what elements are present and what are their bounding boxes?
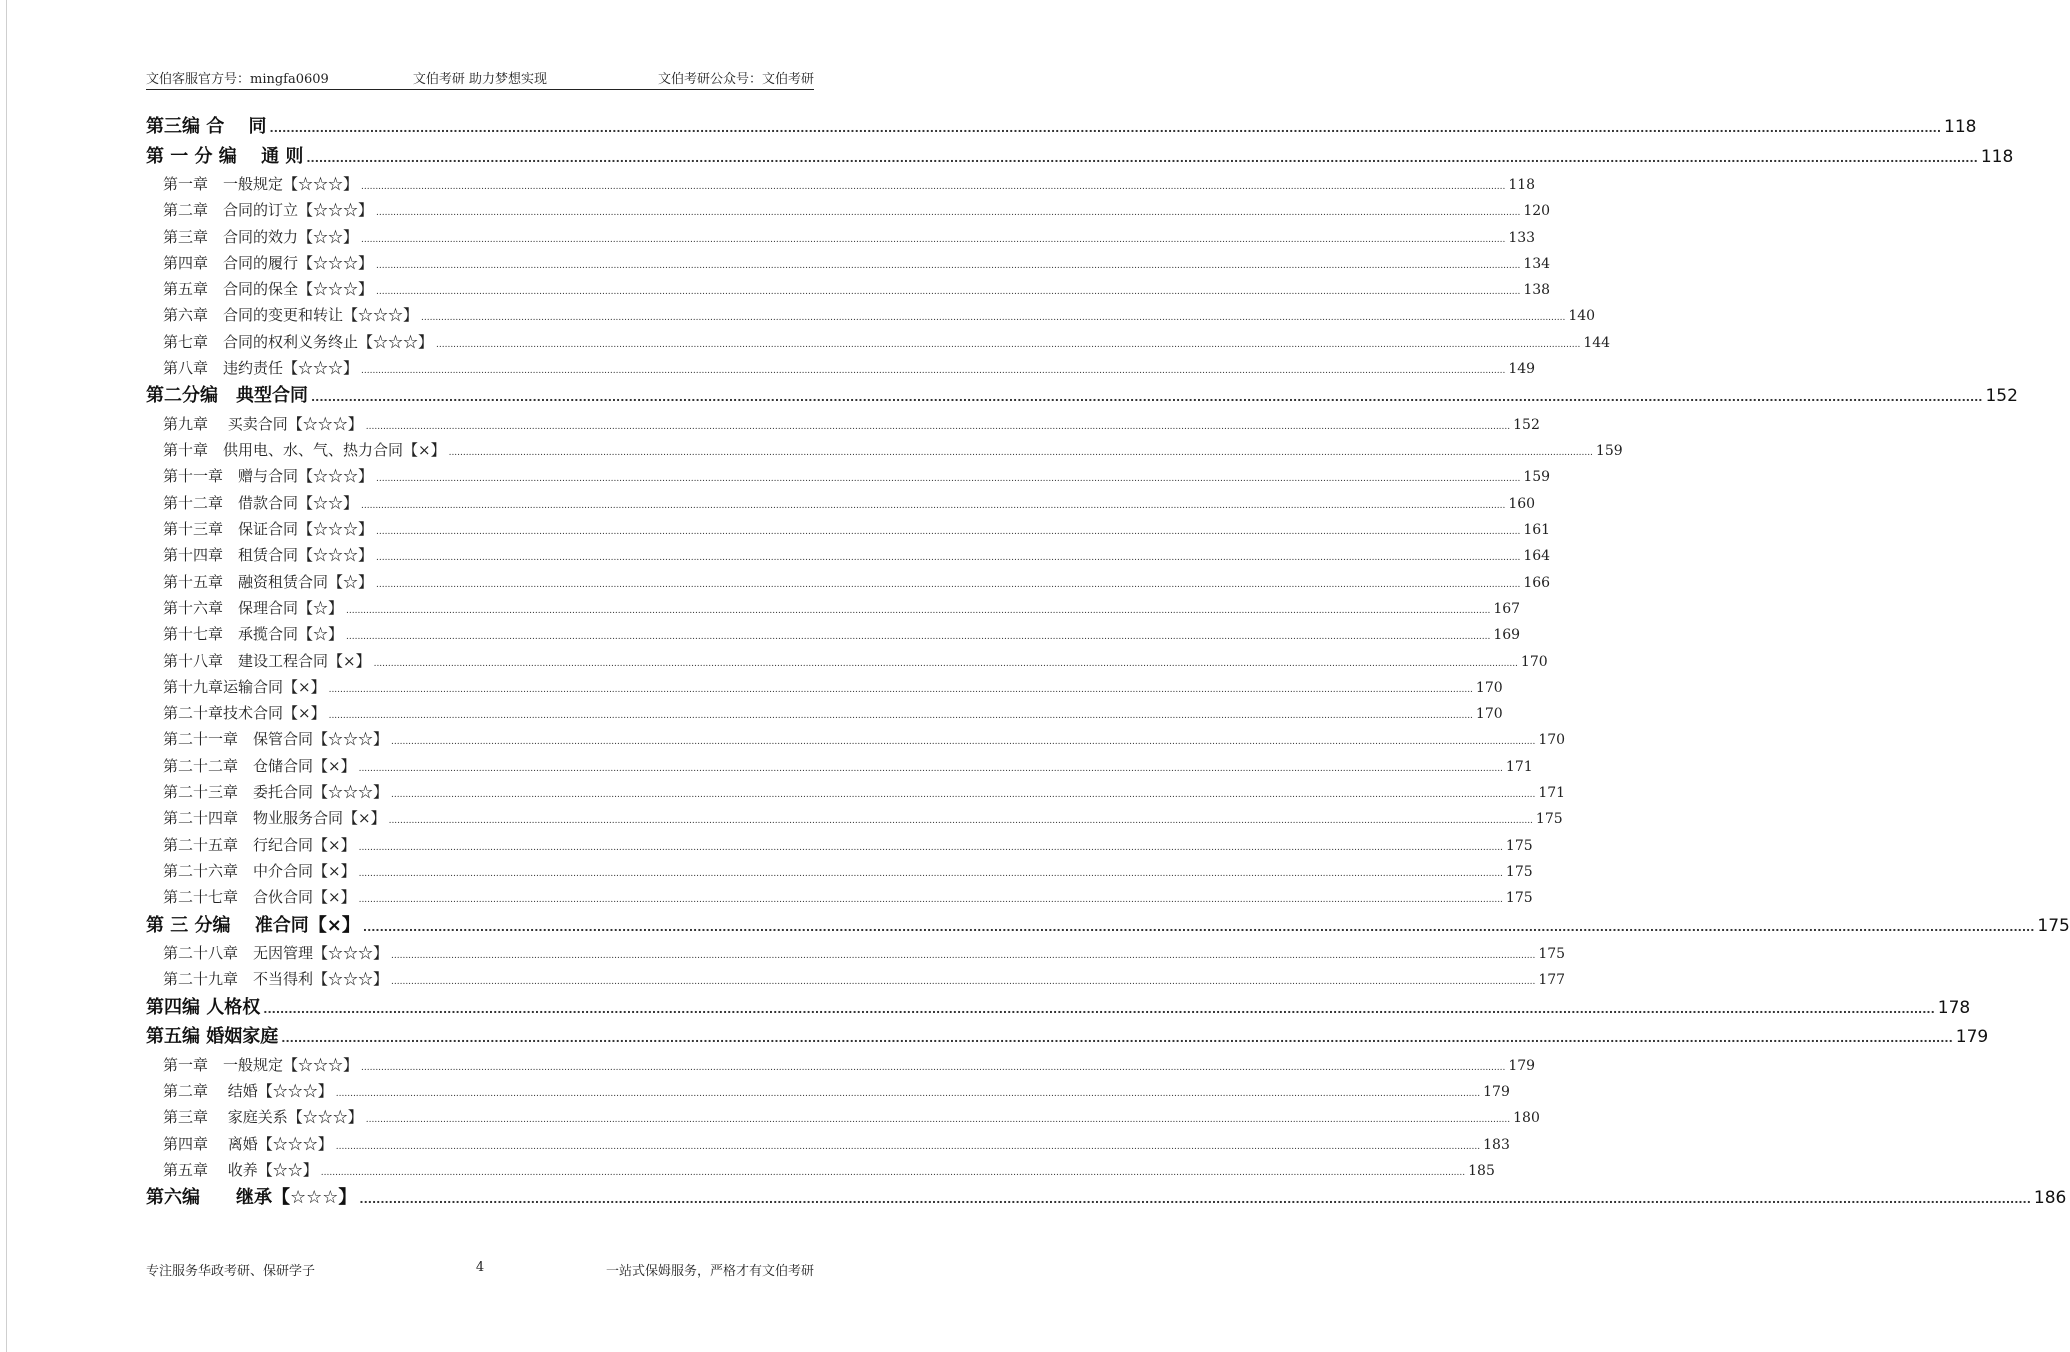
toc-dot-leader: ................................................................................................................................................................................................................................................................................................................................................................................................................ — [448, 448, 1593, 459]
toc-entry-title: 第二十六章 中介合同【×】 — [163, 861, 356, 880]
toc-dot-leader: ................................................................................................................................................................................................................................................................................................................................................................................................................ — [373, 658, 1518, 669]
toc-entry-title: 第五章 收养【☆☆】 — [163, 1160, 318, 1179]
toc-chapter-entry[interactable] — [146, 966, 1566, 992]
toc-entry-page: 133 — [1508, 229, 1536, 246]
toc-entry-title: 第 一 分 编 通 则 — [146, 145, 304, 167]
toc-chapter-entry[interactable] — [146, 516, 1551, 542]
toc-chapter-entry[interactable] — [146, 858, 1533, 884]
toc-entry-page: 120 — [1523, 203, 1551, 220]
header-left-text: 文伯客服官方号：mingfa0609 — [146, 72, 329, 87]
toc-entry-page: 186 — [2033, 1188, 2067, 1209]
toc-part-entry[interactable] — [146, 142, 2014, 172]
toc-entry-page: 118 — [1508, 177, 1536, 193]
toc-entry-title: 第一章 一般规定【☆☆☆】 — [163, 1055, 359, 1074]
toc-dot-leader: ................................................................................................................................................................................................................................................................................................................................................................................................................ — [376, 474, 1521, 485]
toc-entry-title: 第四编 人格权 — [146, 996, 261, 1018]
page-footer — [146, 1260, 814, 1280]
toc-chapter-entry[interactable] — [146, 940, 1566, 966]
toc-dot-leader: ................................................................................................................................................................................................................................................................................................................................................................................................................ — [361, 234, 1506, 245]
toc-chapter-entry[interactable] — [146, 197, 1551, 223]
toc-chapter-entry[interactable] — [146, 329, 1611, 355]
toc-part-entry[interactable] — [146, 381, 2018, 411]
toc-entry-title: 第一章 一般规定【☆☆☆】 — [163, 175, 359, 193]
toc-chapter-entry[interactable] — [146, 569, 1551, 595]
footer-left-text: 专注服务华政考研、保研学子 — [146, 1264, 316, 1279]
toc-entry-page: 167 — [1493, 600, 1521, 617]
toc-entry-title: 第五编 婚姻家庭 — [146, 1026, 279, 1048]
toc-entry-title: 第二章 结婚【☆☆☆】 — [163, 1081, 333, 1100]
toc-dot-leader: ................................................................................................................................................................................................................................................................................................................................................................................................................ — [359, 1193, 2031, 1207]
toc-entry-title: 第二章 合同的订立【☆☆☆】 — [163, 201, 374, 220]
toc-entry-page: 152 — [1985, 386, 2018, 407]
toc-chapter-entry[interactable] — [146, 250, 1551, 276]
toc-entry-page: 179 — [1508, 1057, 1536, 1074]
toc-dot-leader: ................................................................................................................................................................................................................................................................................................................................................................................................................ — [361, 500, 1506, 511]
toc-dot-leader: ................................................................................................................................................................................................................................................................................................................................................................................................................ — [263, 1002, 1935, 1016]
toc-chapter-entry[interactable] — [146, 1157, 1495, 1183]
toc-part-entry[interactable] — [146, 911, 2070, 941]
toc-entry-page: 175 — [1538, 946, 1566, 963]
toc-entry-title: 第三章 合同的效力【☆☆】 — [163, 227, 359, 246]
toc-entry-title: 第二十二章 仓储合同【×】 — [163, 756, 356, 775]
toc-chapter-entry[interactable] — [146, 595, 1521, 621]
toc-dot-leader: ................................................................................................................................................................................................................................................................................................................................................................................................................ — [361, 1062, 1506, 1073]
toc-entry-page: 159 — [1523, 469, 1551, 486]
header-rule — [146, 89, 814, 90]
toc-entry-page: 175 — [2037, 915, 2070, 936]
toc-entry-title: 第二十一章 保管合同【☆☆☆】 — [163, 730, 389, 749]
page-edge — [6, 0, 7, 1352]
toc-entry-title: 第十九章运输合同【×】 — [163, 677, 326, 696]
toc-entry-page: 175 — [1505, 890, 1533, 907]
toc-entry-page: 160 — [1508, 495, 1536, 512]
toc-entry-title: 第四章 合同的履行【☆☆☆】 — [163, 253, 374, 272]
toc-entry-page: 166 — [1523, 574, 1551, 591]
toc-entry-page: 178 — [1937, 997, 1971, 1018]
toc-dot-leader: ................................................................................................................................................................................................................................................................................................................................................................................................................ — [376, 579, 1521, 590]
toc-dot-leader: ................................................................................................................................................................................................................................................................................................................................................................................................................ — [376, 527, 1521, 538]
toc-entry-title: 第十七章 承揽合同【☆】 — [163, 625, 344, 644]
header-right-text: 文伯考研公众号：文伯考研 — [657, 72, 814, 87]
toc-entry-title: 第七章 合同的权利义务终止【☆☆☆】 — [163, 332, 434, 351]
toc-entry-page: 164 — [1523, 548, 1551, 565]
toc-entry-title: 第六编 继承【☆☆☆】 — [146, 1187, 357, 1209]
toc-chapter-entry[interactable] — [146, 779, 1566, 805]
toc-dot-leader: ................................................................................................................................................................................................................................................................................................................................................................................................................ — [358, 763, 1503, 774]
toc-entry-page: 159 — [1595, 443, 1623, 460]
toc-entry-page: 175 — [1505, 863, 1533, 880]
toc-dot-leader: ................................................................................................................................................................................................................................................................................................................................................................................................................ — [391, 790, 1536, 801]
toc-chapter-entry[interactable] — [146, 884, 1533, 910]
toc-chapter-entry[interactable] — [146, 302, 1596, 328]
toc-dot-leader: ................................................................................................................................................................................................................................................................................................................................................................................................................ — [391, 951, 1536, 962]
toc-entry-page: 175 — [1505, 837, 1533, 854]
toc-entry-title: 第十三章 保证合同【☆☆☆】 — [163, 520, 374, 539]
toc-entry-title: 第九章 买卖合同【☆☆☆】 — [163, 414, 363, 433]
toc-dot-leader: ................................................................................................................................................................................................................................................................................................................................................................................................................ — [281, 1032, 1953, 1046]
toc-entry-page: 170 — [1475, 679, 1503, 696]
toc-entry-title: 第五章 合同的保全【☆☆☆】 — [163, 280, 374, 299]
toc-entry-title: 第十六章 保理合同【☆】 — [163, 598, 344, 617]
toc-entry-page: 144 — [1583, 334, 1611, 351]
toc-chapter-entry[interactable] — [146, 171, 1536, 197]
toc-entry-title: 第十五章 融资租赁合同【☆】 — [163, 572, 374, 591]
footer-right-text: 一站式保姆服务，严格才有文伯考研 — [605, 1264, 814, 1279]
toc-entry-title: 第四章 离婚【☆☆☆】 — [163, 1134, 333, 1153]
table-of-contents — [146, 112, 2070, 1213]
toc-chapter-entry[interactable] — [146, 276, 1551, 302]
toc-dot-leader: ................................................................................................................................................................................................................................................................................................................................................................................................................ — [346, 605, 1491, 616]
toc-chapter-entry[interactable] — [146, 542, 1551, 568]
toc-dot-leader: ................................................................................................................................................................................................................................................................................................................................................................................................................ — [365, 1115, 1511, 1126]
toc-entry-page: 183 — [1483, 1136, 1510, 1153]
toc-chapter-entry[interactable] — [146, 437, 1623, 463]
toc-dot-leader: ................................................................................................................................................................................................................................................................................................................................................................................................................ — [391, 737, 1536, 748]
toc-dot-leader: ................................................................................................................................................................................................................................................................................................................................................................................................................ — [436, 339, 1581, 350]
footer-page-number: 4 — [475, 1260, 485, 1275]
toc-chapter-entry[interactable] — [146, 621, 1521, 647]
toc-part-entry[interactable] — [146, 112, 1977, 142]
toc-dot-leader: ................................................................................................................................................................................................................................................................................................................................................................................................................ — [311, 391, 1983, 405]
toc-dot-leader: ................................................................................................................................................................................................................................................................................................................................................................................................................ — [376, 287, 1521, 298]
toc-entry-page: 171 — [1538, 785, 1566, 802]
toc-dot-leader: ................................................................................................................................................................................................................................................................................................................................................................................................................ — [320, 1167, 1466, 1178]
toc-entry-page: 152 — [1513, 416, 1540, 433]
toc-entry-page: 175 — [1535, 811, 1563, 828]
toc-dot-leader: ................................................................................................................................................................................................................................................................................................................................................................................................................ — [306, 151, 1978, 165]
toc-dot-leader: ................................................................................................................................................................................................................................................................................................................................................................................................................ — [328, 711, 1473, 722]
toc-entry-page: 185 — [1468, 1162, 1495, 1179]
toc-entry-title: 第二十八章 无因管理【☆☆☆】 — [163, 944, 389, 963]
toc-dot-leader: ................................................................................................................................................................................................................................................................................................................................................................................................................ — [388, 816, 1533, 827]
toc-entry-title: 第 三 分编 准合同【×】 — [146, 914, 360, 936]
toc-dot-leader: ................................................................................................................................................................................................................................................................................................................................................................................................................ — [421, 313, 1566, 324]
toc-dot-leader: ................................................................................................................................................................................................................................................................................................................................................................................................................ — [361, 366, 1506, 377]
toc-entry-title: 第三章 家庭关系【☆☆☆】 — [163, 1108, 363, 1127]
toc-entry-title: 第八章 违约责任【☆☆☆】 — [163, 359, 359, 378]
toc-chapter-entry[interactable] — [146, 224, 1536, 250]
toc-dot-leader: ................................................................................................................................................................................................................................................................................................................................................................................................................ — [358, 868, 1503, 879]
toc-chapter-entry[interactable] — [146, 832, 1533, 858]
toc-dot-leader: ................................................................................................................................................................................................................................................................................................................................................................................................................ — [358, 842, 1503, 853]
toc-dot-leader: ................................................................................................................................................................................................................................................................................................................................................................................................................ — [346, 632, 1491, 643]
toc-entry-page: 170 — [1475, 706, 1503, 723]
toc-dot-leader: ................................................................................................................................................................................................................................................................................................................................................................................................................ — [362, 920, 2035, 934]
toc-entry-page: 140 — [1568, 308, 1596, 325]
toc-dot-leader: ................................................................................................................................................................................................................................................................................................................................................................................................................ — [376, 553, 1521, 564]
toc-entry-title: 第二十七章 合伙合同【×】 — [163, 888, 356, 907]
toc-entry-title: 第十章 供用电、水、气、热力合同【×】 — [163, 441, 446, 460]
toc-chapter-entry[interactable] — [146, 490, 1536, 516]
toc-entry-title: 第十二章 借款合同【☆☆】 — [163, 493, 359, 512]
toc-entry-page: 170 — [1538, 732, 1566, 749]
toc-chapter-entry[interactable] — [146, 674, 1503, 700]
toc-dot-leader: ................................................................................................................................................................................................................................................................................................................................................................................................................ — [365, 421, 1511, 432]
toc-dot-leader: ................................................................................................................................................................................................................................................................................................................................................................................................................ — [335, 1088, 1481, 1099]
toc-entry-title: 第二十四章 物业服务合同【×】 — [163, 809, 386, 828]
toc-chapter-entry[interactable] — [146, 648, 1548, 674]
toc-entry-page: 169 — [1493, 627, 1521, 644]
toc-dot-leader: ................................................................................................................................................................................................................................................................................................................................................................................................................ — [376, 260, 1521, 271]
toc-chapter-entry[interactable] — [146, 726, 1566, 752]
toc-entry-title: 第二十三章 委托合同【☆☆☆】 — [163, 783, 389, 802]
toc-entry-title: 第二分编 典型合同 — [146, 385, 308, 407]
toc-dot-leader: ................................................................................................................................................................................................................................................................................................................................................................................................................ — [335, 1141, 1481, 1152]
toc-entry-title: 第六章 合同的变更和转让【☆☆☆】 — [163, 306, 419, 325]
toc-dot-leader: ................................................................................................................................................................................................................................................................................................................................................................................................................ — [376, 208, 1521, 219]
toc-dot-leader: ................................................................................................................................................................................................................................................................................................................................................................................................................ — [269, 122, 1942, 135]
toc-part-entry[interactable] — [146, 1183, 2067, 1213]
toc-dot-leader: ................................................................................................................................................................................................................................................................................................................................................................................................................ — [391, 977, 1536, 988]
toc-entry-page: 161 — [1523, 522, 1551, 539]
toc-entry-title: 第三编 合 同 — [146, 116, 267, 137]
toc-entry-page: 177 — [1538, 972, 1566, 989]
page-header — [146, 68, 814, 88]
toc-chapter-entry[interactable] — [146, 1131, 1510, 1157]
toc-chapter-entry[interactable] — [146, 1104, 1540, 1130]
toc-entry-page: 170 — [1520, 653, 1548, 670]
toc-chapter-entry[interactable] — [146, 700, 1503, 726]
toc-entry-page: 118 — [1980, 146, 2014, 167]
header-center-text: 文伯考研 助力梦想实现 — [412, 72, 548, 87]
toc-entry-title: 第二十五章 行纪合同【×】 — [163, 835, 356, 854]
toc-part-entry[interactable] — [146, 993, 1971, 1023]
toc-chapter-entry[interactable] — [146, 1052, 1536, 1078]
toc-chapter-entry[interactable] — [146, 753, 1533, 779]
toc-chapter-entry[interactable] — [146, 805, 1563, 831]
toc-dot-leader: ................................................................................................................................................................................................................................................................................................................................................................................................................ — [328, 684, 1473, 695]
toc-part-entry[interactable] — [146, 1022, 1989, 1052]
toc-entry-title: 第十八章 建设工程合同【×】 — [163, 651, 371, 670]
toc-entry-page: 134 — [1523, 255, 1551, 272]
toc-entry-page: 138 — [1523, 282, 1551, 299]
toc-entry-page: 149 — [1508, 361, 1536, 378]
toc-entry-title: 第十四章 租赁合同【☆☆☆】 — [163, 546, 374, 565]
toc-entry-title: 第二十九章 不当得利【☆☆☆】 — [163, 970, 389, 989]
toc-entry-title: 第十一章 赠与合同【☆☆☆】 — [163, 467, 374, 486]
toc-entry-page: 179 — [1955, 1027, 1989, 1048]
toc-chapter-entry[interactable] — [146, 355, 1536, 381]
toc-chapter-entry[interactable] — [146, 463, 1551, 489]
toc-entry-page: 118 — [1944, 117, 1977, 137]
toc-dot-leader: ................................................................................................................................................................................................................................................................................................................................................................................................................ — [361, 182, 1506, 192]
toc-chapter-entry[interactable] — [146, 411, 1540, 437]
toc-entry-page: 171 — [1505, 758, 1533, 775]
toc-chapter-entry[interactable] — [146, 1078, 1510, 1104]
toc-entry-page: 179 — [1483, 1083, 1510, 1100]
toc-entry-title: 第二十章技术合同【×】 — [163, 704, 326, 723]
toc-entry-page: 180 — [1513, 1110, 1540, 1127]
toc-dot-leader: ................................................................................................................................................................................................................................................................................................................................................................................................................ — [358, 895, 1503, 906]
